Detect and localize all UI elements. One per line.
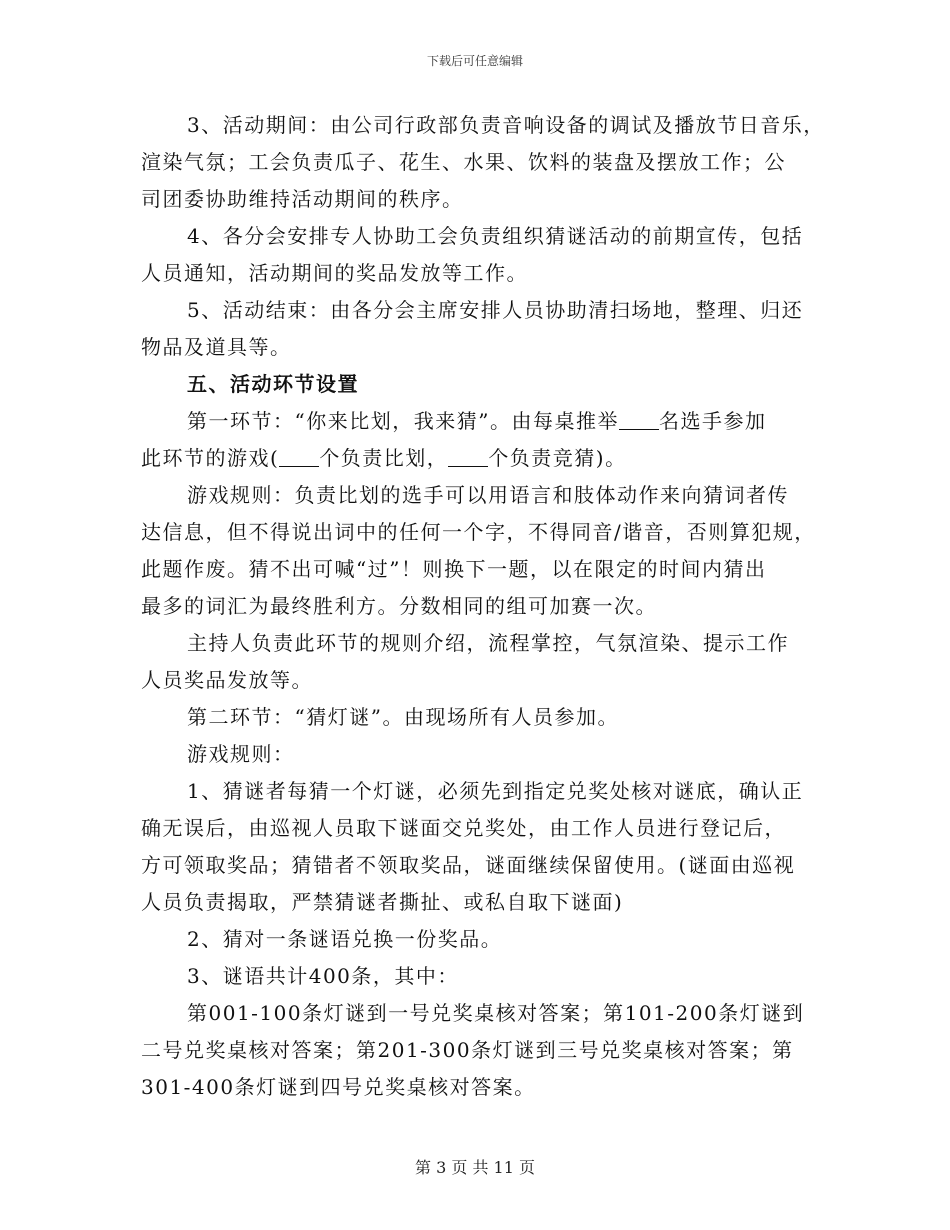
paragraph-line: 确无误后，由巡视人员取下谜面交兑奖处，由工作人员进行登记后， [141, 816, 786, 840]
document-body [141, 107, 825, 1106]
paragraph-line: 最多的词汇为最终胜利方。分数相同的组可加赛一次。 [141, 594, 657, 618]
paragraph-line: 5、活动结束：由各分会主席安排人员协助清扫场地，整理、归还 [187, 298, 804, 322]
paragraph-line: 物品及道具等。 [141, 335, 292, 359]
paragraph-line: 3、谜语共计400条，其中： [187, 964, 459, 988]
paragraph-line: 人员负责揭取，严禁猜谜者撕扯、或私自取下谜面) [141, 890, 624, 914]
paragraph-line: 人员通知，活动期间的奖品发放等工作。 [141, 261, 528, 285]
paragraph-line [141, 403, 809, 440]
paragraph-line: 达信息，但不得说出词中的任何一个字，不得同音/谐音，否则算犯规， [141, 520, 816, 544]
paragraph-line: 人员奖品发放等。 [141, 668, 313, 692]
line-text-segment: 个负责竞猜)。 [488, 446, 627, 470]
paragraph-line: 此题作废。猜不出可喊“过”！则换下一题，以在限定的时间内猜出 [141, 557, 767, 581]
line-text-segment: 此环节的游戏( [141, 446, 280, 470]
paragraph-line: 1、猜谜者每猜一个灯谜，必须先到指定兑奖处核对谜底，确认正 [187, 779, 804, 803]
line-text-segment: 第一环节：“你来比划，我来猜”。由每桌推举 [187, 409, 619, 433]
paragraph-line: 第001-100条灯谜到一号兑奖桌核对答案；第101-200条灯谜到 [187, 1001, 805, 1025]
paragraph-line: 司团委协助维持活动期间的秩序。 [141, 187, 464, 211]
fill-in-blank [448, 446, 488, 467]
line-text-segment: 名选手参加 [658, 409, 767, 433]
paragraph-line: 301-400条灯谜到四号兑奖桌核对答案。 [141, 1075, 536, 1099]
fill-in-blank [619, 409, 659, 430]
paragraph-line: 主持人负责此环节的规则介绍，流程掌控，气氛渲染、提示工作 [187, 631, 789, 655]
paragraph-line: 方可领取奖品；猜错者不领取奖品，谜面继续保留使用。(谜面由巡视 [141, 853, 796, 877]
line-text-segment: 个负责比划， [319, 446, 449, 470]
paragraph-line [141, 440, 809, 477]
page-header-note: 下载后可任意编辑 [426, 54, 523, 68]
paragraph-line: 3、活动期间：由公司行政部负责音响设备的调试及播放节日音乐， [187, 113, 825, 137]
paragraph-line: 2、猜对一条谜语兑换一份奖品。 [187, 927, 503, 951]
paragraph-line: 渲染气氛；工会负责瓜子、花生、水果、饮料的装盘及摆放工作；公 [141, 150, 786, 174]
paragraph-line: 4、各分会安排专人协助工会负责组织猜谜活动的前期宣传，包括 [187, 224, 804, 248]
fill-in-blank [279, 446, 319, 467]
page-number: 第 3 页 共 11 页 [415, 1158, 535, 1177]
paragraph-line: 游戏规则：负责比划的选手可以用语言和肢体动作来向猜词者传 [187, 483, 789, 507]
paragraph-line: 游戏规则： [187, 742, 295, 766]
section-heading: 五、活动环节设置 [187, 372, 359, 396]
paragraph-line: 二号兑奖桌核对答案；第201-300条灯谜到三号兑奖桌核对答案；第 [141, 1038, 794, 1062]
paragraph-line: 第二环节：“猜灯谜”。由现场所有人员参加。 [187, 705, 619, 729]
